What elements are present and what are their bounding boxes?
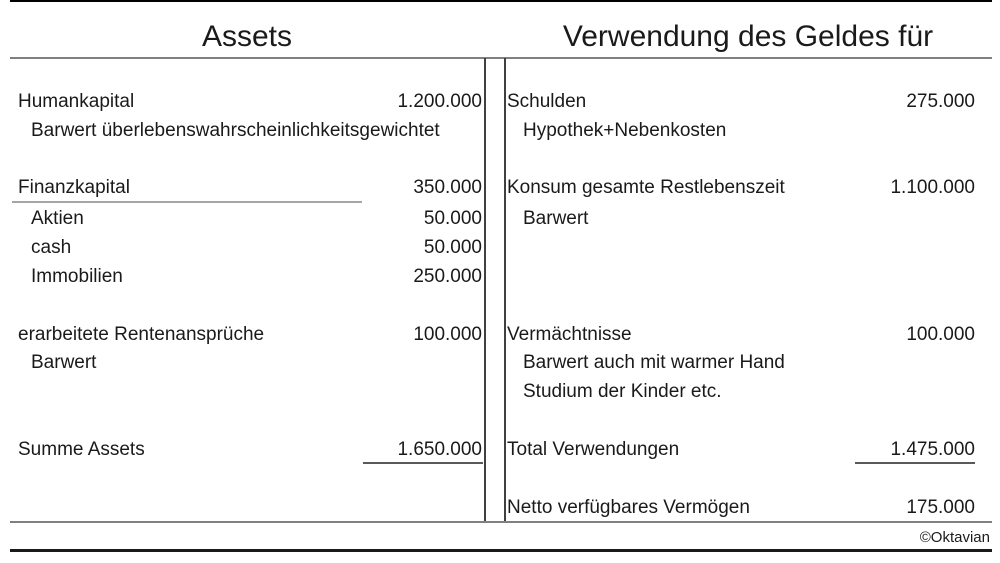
row-label: Total Verwendungen — [507, 439, 680, 460]
row-value: 1.100.000 — [890, 177, 975, 198]
row-label: Aktien — [31, 208, 84, 229]
column-divider-right-line — [504, 58, 506, 522]
row-label: Studium der Kinder etc. — [523, 381, 722, 402]
row-value: 1.475.000 — [890, 439, 975, 460]
asset-row-summe — [18, 439, 482, 461]
row-value: 250.000 — [413, 266, 482, 287]
row-label: Barwert überlebenswahrscheinlichkeitsgewichtet — [31, 120, 440, 141]
row-label: Netto verfügbares Vermögen — [507, 497, 750, 518]
verwendung-row-vermaechtnisse — [507, 324, 975, 346]
column-divider-left-line — [484, 58, 486, 522]
assets-title: Assets — [201, 20, 293, 53]
row-value: 50.000 — [423, 208, 482, 229]
row-label: Barwert — [523, 208, 589, 229]
summe-assets-total-underline — [363, 462, 483, 464]
row-value: 1.650.000 — [397, 439, 482, 460]
verwendung-row-netto — [507, 497, 975, 519]
verwendung-row-vermaechtnisse-note1 — [523, 352, 975, 374]
asset-row-aktien — [31, 208, 482, 230]
row-label: Schulden — [507, 91, 587, 112]
copyright-label: ©Oktavian — [919, 529, 990, 546]
row-value: 100.000 — [413, 324, 482, 345]
row-value: 175.000 — [906, 497, 975, 518]
row-label: cash — [31, 237, 72, 258]
asset-row-rentenansprueche-note — [31, 352, 482, 374]
asset-row-humankapital-note — [31, 120, 482, 142]
row-value: 275.000 — [906, 91, 975, 112]
row-value: 350.000 — [413, 177, 482, 198]
row-value: 100.000 — [906, 324, 975, 345]
row-label: Immobilien — [31, 266, 123, 287]
asset-row-humankapital — [18, 91, 482, 113]
asset-row-rentenansprueche — [18, 324, 482, 346]
row-label: erarbeitete Rentenansprüche — [18, 324, 265, 345]
verwendung-row-konsum — [507, 177, 975, 199]
verwendung-row-schulden — [507, 91, 975, 113]
header-rule-line — [10, 57, 992, 59]
verwendung-row-vermaechtnisse-note2 — [523, 381, 975, 403]
row-label: Summe Assets — [18, 439, 145, 460]
row-label: Finanzkapital — [18, 177, 130, 198]
verwendung-row-total — [507, 439, 975, 461]
row-label: Barwert auch mit warmer Hand — [523, 352, 785, 373]
row-label: Humankapital — [18, 91, 135, 112]
verwendung-row-konsum-note — [523, 208, 975, 230]
row-label: Hypothek+Nebenkosten — [523, 120, 727, 141]
asset-row-finanzkapital — [18, 177, 482, 199]
row-label: Barwert — [31, 352, 97, 373]
verwendung-row-schulden-note — [523, 120, 975, 142]
bottom-border-line — [10, 549, 992, 552]
row-label: Konsum gesamte Restlebenszeit — [507, 177, 785, 198]
bottom-separator-line — [10, 521, 992, 523]
row-label: Vermächtnisse — [507, 324, 632, 345]
total-verwendungen-underline — [855, 462, 975, 464]
top-border-line — [10, 0, 992, 2]
row-value: 1.200.000 — [397, 91, 482, 112]
verwendung-title: Verwendung des Geldes für — [562, 20, 934, 53]
row-value: 50.000 — [423, 237, 482, 258]
asset-row-immobilien — [31, 266, 482, 288]
finanzkapital-underline — [12, 201, 362, 203]
asset-row-cash — [31, 237, 482, 259]
